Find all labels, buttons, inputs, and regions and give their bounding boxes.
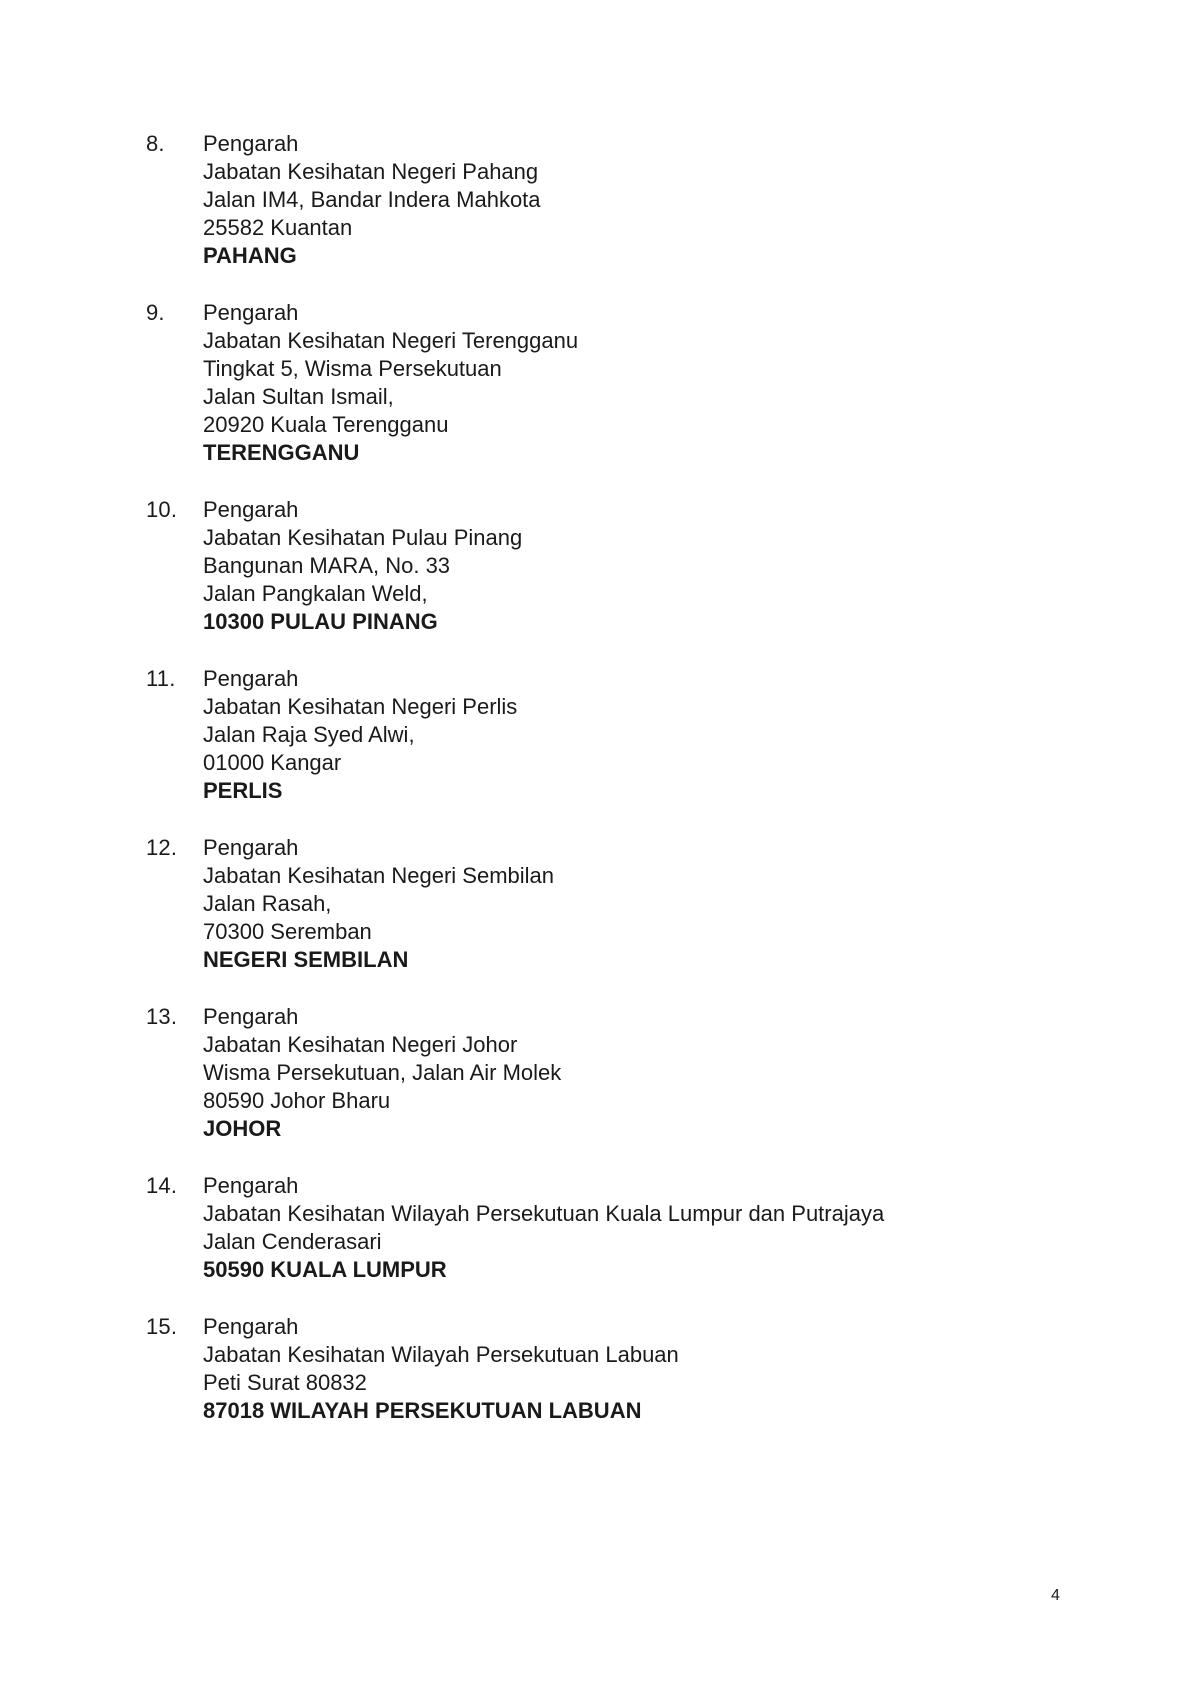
page-number: 4 <box>1051 1587 1060 1604</box>
address-line: 80590 Johor Bharu <box>203 1088 391 1113</box>
addressee-title: Pengarah <box>203 131 299 156</box>
address-block <box>203 834 1046 974</box>
address-line: Wisma Persekutuan, Jalan Air Molek <box>203 1060 562 1085</box>
address-line: Jalan Cenderasari <box>203 1229 382 1254</box>
entry-number: 14. <box>146 1173 178 1198</box>
address-list <box>146 130 1046 1454</box>
address-block <box>203 299 1046 467</box>
address-state-line: TERENGGANU <box>203 440 360 465</box>
address-state-line: 87018 WILAYAH PERSEKUTUAN LABUAN <box>203 1398 642 1423</box>
entry-number: 9. <box>146 300 165 325</box>
entry-number: 11. <box>146 666 176 691</box>
address-line: Jalan Rasah, <box>203 891 332 916</box>
address-line: Tingkat 5, Wisma Persekutuan <box>203 356 502 381</box>
addressee-title: Pengarah <box>203 1173 299 1198</box>
address-block <box>203 1313 1046 1425</box>
addressee-title: Pengarah <box>203 666 299 691</box>
address-line: 01000 Kangar <box>203 750 342 775</box>
address-line: 20920 Kuala Terengganu <box>203 412 449 437</box>
address-entry <box>146 1003 1046 1143</box>
addressee-title: Pengarah <box>203 497 299 522</box>
address-state-line: 50590 KUALA LUMPUR <box>203 1257 447 1282</box>
address-state-line: 10300 PULAU PINANG <box>203 609 438 634</box>
address-line: Jabatan Kesihatan Wilayah Persekutuan Labuan <box>203 1342 679 1367</box>
address-entry <box>146 496 1046 636</box>
address-line: 70300 Seremban <box>203 919 372 944</box>
entry-number: 12. <box>146 835 178 860</box>
address-entry <box>146 665 1046 805</box>
address-line: Jalan Pangkalan Weld, <box>203 581 428 606</box>
address-entry <box>146 299 1046 467</box>
address-line: Jabatan Kesihatan Negeri Sembilan <box>203 863 555 888</box>
address-block <box>203 1003 1046 1143</box>
entry-number: 15. <box>146 1314 178 1339</box>
address-line: Bangunan MARA, No. 33 <box>203 553 451 578</box>
address-line: Jabatan Kesihatan Negeri Johor <box>203 1032 518 1057</box>
address-state-line: NEGERI SEMBILAN <box>203 947 409 972</box>
address-state-line: PAHANG <box>203 243 297 268</box>
address-entry <box>146 1172 1046 1284</box>
address-state-line: PERLIS <box>203 778 283 803</box>
address-block <box>203 1172 1046 1284</box>
address-entry <box>146 130 1046 270</box>
addressee-title: Pengarah <box>203 1004 299 1029</box>
address-block <box>203 496 1046 636</box>
address-block <box>203 665 1046 805</box>
address-state-line: JOHOR <box>203 1116 282 1141</box>
address-line: Peti Surat 80832 <box>203 1370 367 1395</box>
address-line: Jabatan Kesihatan Negeri Perlis <box>203 694 518 719</box>
entry-number: 8. <box>146 131 165 156</box>
addressee-title: Pengarah <box>203 300 299 325</box>
address-line: Jabatan Kesihatan Pulau Pinang <box>203 525 523 550</box>
address-line: Jabatan Kesihatan Negeri Terengganu <box>203 328 579 353</box>
address-line: Jabatan Kesihatan Negeri Pahang <box>203 159 539 184</box>
address-block <box>203 130 1046 270</box>
address-entry <box>146 1313 1046 1425</box>
entry-number: 13. <box>146 1004 178 1029</box>
addressee-title: Pengarah <box>203 835 299 860</box>
address-line: Jalan Raja Syed Alwi, <box>203 722 415 747</box>
address-line: Jalan IM4, Bandar Indera Mahkota <box>203 187 541 212</box>
address-line: 25582 Kuantan <box>203 215 353 240</box>
address-line: Jalan Sultan Ismail, <box>203 384 394 409</box>
address-line: Jabatan Kesihatan Wilayah Persekutuan Kuala Lumpur dan Putrajaya <box>203 1201 885 1226</box>
address-entry <box>146 834 1046 974</box>
entry-number: 10. <box>146 497 178 522</box>
addressee-title: Pengarah <box>203 1314 299 1339</box>
